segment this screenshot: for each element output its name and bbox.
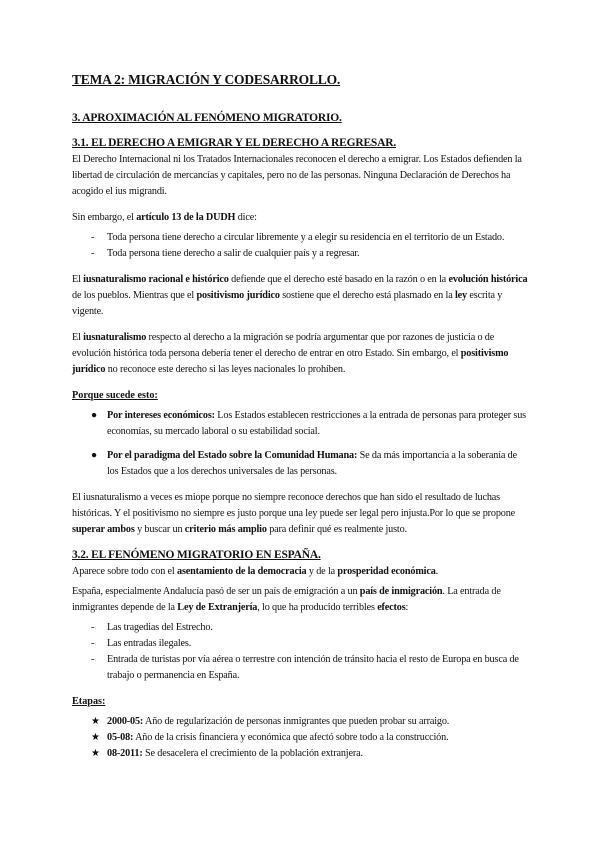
stages-list: [72, 714, 528, 762]
dash-marker: -: [91, 248, 95, 259]
bullet-icon: ●: [91, 450, 98, 461]
list-item: - Las entradas ilegales.: [72, 636, 528, 652]
article-13-list: [72, 230, 528, 262]
list-item: - Toda persona tiene derecho a salir de cualquier país y a regresar.: [72, 246, 528, 262]
list-item: - Las tragedias del Estrecho.: [72, 620, 528, 636]
section-3-1-heading: 3.1. EL DERECHO A EMIGRAR Y EL DERECHO A REGRESAR.: [72, 137, 396, 149]
bullet-icon: ●: [91, 410, 98, 421]
star-icon: ★: [91, 748, 100, 759]
why-label: Porque sucede esto:: [72, 390, 158, 401]
paragraph-appearance: Aparece sobre todo con el asentamiento de la democracia y de la prosperidad económica.: [72, 566, 439, 577]
effects-list: [72, 620, 528, 684]
list-item: - Toda persona tiene derecho a circular libremente y a elegir su residencia en el territorio de un Estado.: [72, 230, 528, 246]
document-title: TEMA 2: MIGRACIÓN Y CODESARROLLO.: [72, 72, 341, 87]
list-item: ● Por el paradigma del Estado sobre la Comunidad Humana: Se da más importancia a la soberanía de los Estados que a los derechos universales de las personas.: [91, 450, 517, 477]
list-item: ● Por intereses económicos: Los Estados establecen restricciones a la entrada de personas para proteger sus economías, su mercado laboral o su estabilidad social.: [91, 410, 526, 437]
paragraph-article-13: Sin embargo, el artículo 13 de la DUDH dice:: [72, 212, 257, 223]
paragraph-conclusion: El iusnaturalismo a veces es miope porque no siempre reconoce derechos que han sido el resultado de luchas históricas. Y el positivismo no siempre es justo porque una ley puede ser legal pero injusta.Por lo que se propone superar ambos y buscar un criterio más amplio para definir qué es realmente justo.: [72, 492, 516, 535]
list-item: ★ 08-2011: Se desacelera el crecimiento de la población extranjera.: [72, 746, 528, 762]
list-item: ★ 2000-05: Año de regularización de personas inmigrantes que pueden probar su arraigo.: [72, 714, 528, 730]
paragraph-iusnaturalism-definition: El iusnaturalismo racional e histórico defiende que el derecho esté basado en la razón o en la evolución histórica de los pueblos. Mientras que el positivismo jurídico sostiene que el derecho está plasmado en la ley escrita y vigente.: [72, 274, 528, 317]
star-icon: ★: [91, 716, 100, 727]
star-icon: ★: [91, 732, 100, 743]
paragraph-andalucia: España, especialmente Andalucía pasó de ser un país de emigración a un país de inmigración. La entrada de inmigrantes depende de la Ley de Extranjería, lo que ha producido terribles efectos:: [72, 586, 501, 613]
list-item: ★ 05-08: Año de la crisis financiera y económica que afectó sobre todo a la construcción.: [72, 730, 528, 746]
dash-marker: -: [91, 622, 95, 633]
section-3-2-heading: 3.2. EL FENÓMENO MIGRATORIO EN ESPAÑA.: [72, 549, 321, 561]
section-3-heading: 3. APROXIMACIÓN AL FENÓMENO MIGRATORIO.: [72, 112, 342, 124]
dash-marker: -: [91, 654, 95, 665]
reasons-list: [72, 408, 528, 480]
dash-marker: -: [91, 232, 95, 243]
paragraph-migration-right: El iusnaturalismo respecto al derecho a la migración se podría argumentar que por razones de justicia o de evolución histórica toda persona debería tener el derecho de entrar en otro Estado. Sin embargo, el positivismo jurídico no reconoce este derecho si las leyes nacionales lo prohíben.: [72, 332, 509, 375]
stages-label: Etapas:: [72, 696, 106, 707]
paragraph-no-right-to-emigrate: El Derecho Internacional ni los Tratados Internacionales reconocen el derecho a emigrar. Los Estados defienden la libertad de circulación de mercancías y capitales, pero no de las personas. Ninguna Declaración de Derechos ha acogido el ius migrandi.: [72, 154, 522, 197]
list-item: - Entrada de turistas por vía aérea o terrestre con intención de tránsito hacia el resto de Europa en busca de trabajo o permanencia en España.: [91, 654, 519, 681]
dash-marker: -: [91, 638, 95, 649]
